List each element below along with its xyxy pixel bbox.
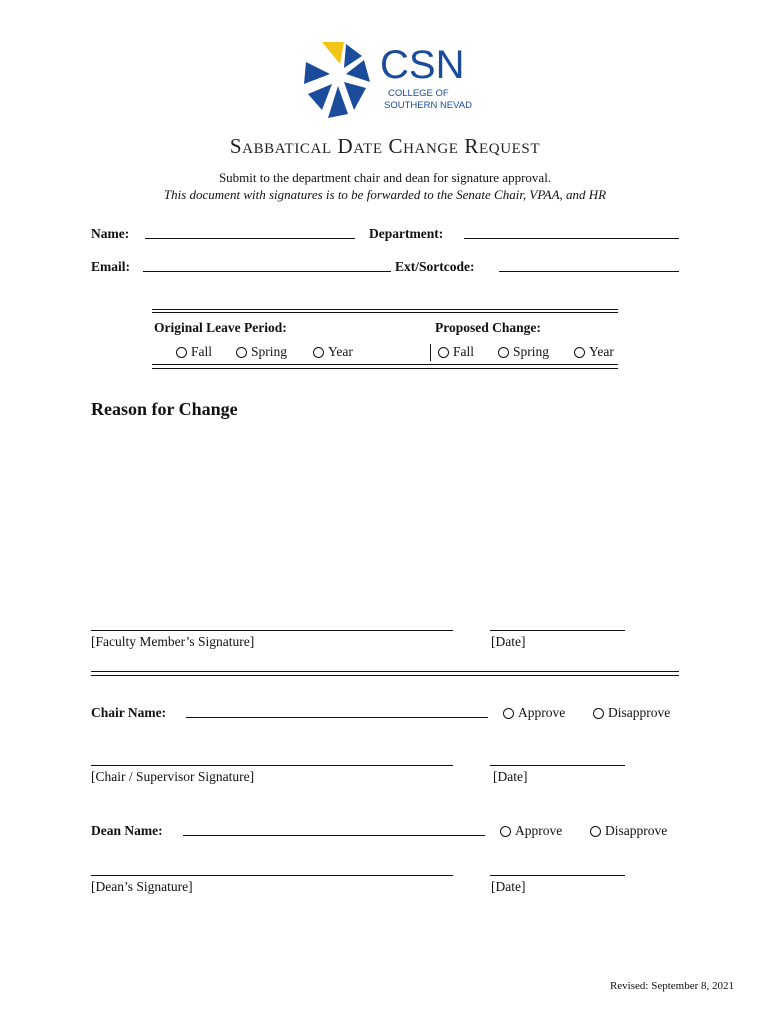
dean-signature-caption: [Dean’s Signature]	[91, 879, 193, 894]
name-label: Name:	[91, 226, 130, 241]
table-top-rule	[152, 312, 618, 313]
section-divider	[91, 675, 679, 676]
reason-heading: Reason for Change	[91, 399, 238, 419]
proposed-fall-option[interactable]: Fall	[438, 344, 474, 360]
chair-date-line[interactable]	[490, 765, 625, 766]
dean-name-label: Dean Name:	[91, 823, 163, 838]
reason-text-area[interactable]	[91, 430, 679, 620]
proposed-change-header: Proposed Change:	[435, 320, 541, 335]
logo-petal	[308, 84, 332, 110]
chair-name-label: Chair Name:	[91, 705, 167, 720]
email-field[interactable]	[143, 271, 391, 272]
radio-icon[interactable]	[500, 826, 511, 837]
proposed-year-option[interactable]: Year	[574, 344, 614, 360]
chair-approve-option[interactable]: Approve	[503, 705, 565, 721]
radio-icon[interactable]	[574, 347, 585, 358]
dean-signature-line[interactable]	[91, 875, 453, 876]
logo-line2: SOUTHERN NEVADA	[384, 100, 472, 111]
csn-logo-graphic	[300, 38, 472, 122]
dean-date-caption: [Date]	[491, 879, 526, 894]
faculty-date-line[interactable]	[490, 630, 625, 631]
original-year-option[interactable]: Year	[313, 344, 353, 360]
email-label: Email:	[91, 259, 130, 274]
chair-disapprove-option[interactable]: Disapprove	[593, 705, 670, 721]
logo-petal	[304, 62, 330, 84]
radio-icon[interactable]	[176, 347, 187, 358]
logo-petal	[328, 86, 348, 118]
csn-logo	[300, 38, 472, 122]
dean-date-line[interactable]	[490, 875, 625, 876]
department-field[interactable]	[464, 238, 679, 239]
ext-label: Ext/Sortcode:	[395, 259, 475, 274]
radio-icon[interactable]	[438, 347, 449, 358]
subtitle-instructions: Submit to the department chair and dean for signature approval.	[218, 170, 552, 185]
radio-icon[interactable]	[503, 708, 514, 719]
subtitle-forwarding: This document with signatures is to be forwarded to the Senate Chair, VPAA, and HR	[163, 187, 607, 202]
radio-icon[interactable]	[236, 347, 247, 358]
logo-wordmark: CSN	[380, 43, 465, 87]
radio-icon[interactable]	[313, 347, 324, 358]
table-top-rule	[152, 309, 618, 310]
original-leave-header: Original Leave Period:	[154, 320, 287, 335]
chair-signature-caption: [Chair / Supervisor Signature]	[91, 769, 255, 784]
radio-icon[interactable]	[590, 826, 601, 837]
dean-disapprove-option[interactable]: Disapprove	[590, 823, 667, 839]
original-fall-option[interactable]: Fall	[176, 344, 212, 360]
dean-name-field[interactable]	[183, 835, 485, 836]
logo-line1: COLLEGE OF	[388, 88, 449, 99]
faculty-signature-caption: [Faculty Member’s Signature]	[91, 634, 255, 649]
page-title: Sabbatical Date Change Request	[229, 134, 541, 158]
proposed-spring-option[interactable]: Spring	[498, 344, 549, 360]
section-divider	[91, 671, 679, 672]
revision-date: Revised: September 8, 2021	[609, 980, 734, 992]
faculty-date-caption: [Date]	[491, 634, 526, 649]
table-bottom-rule	[152, 368, 618, 369]
logo-gold-petal	[322, 42, 344, 64]
chair-signature-line[interactable]	[91, 765, 453, 766]
chair-name-field[interactable]	[186, 717, 488, 718]
department-label: Department:	[369, 226, 444, 241]
logo-petal	[344, 82, 366, 110]
faculty-signature-line[interactable]	[91, 630, 453, 631]
table-column-divider	[430, 344, 431, 361]
original-spring-option[interactable]: Spring	[236, 344, 287, 360]
chair-date-caption: [Date]	[493, 769, 528, 784]
radio-icon[interactable]	[593, 708, 604, 719]
ext-field[interactable]	[499, 271, 679, 272]
radio-icon[interactable]	[498, 347, 509, 358]
name-field[interactable]	[145, 238, 355, 239]
table-bottom-rule	[152, 364, 618, 365]
dean-approve-option[interactable]: Approve	[500, 823, 562, 839]
